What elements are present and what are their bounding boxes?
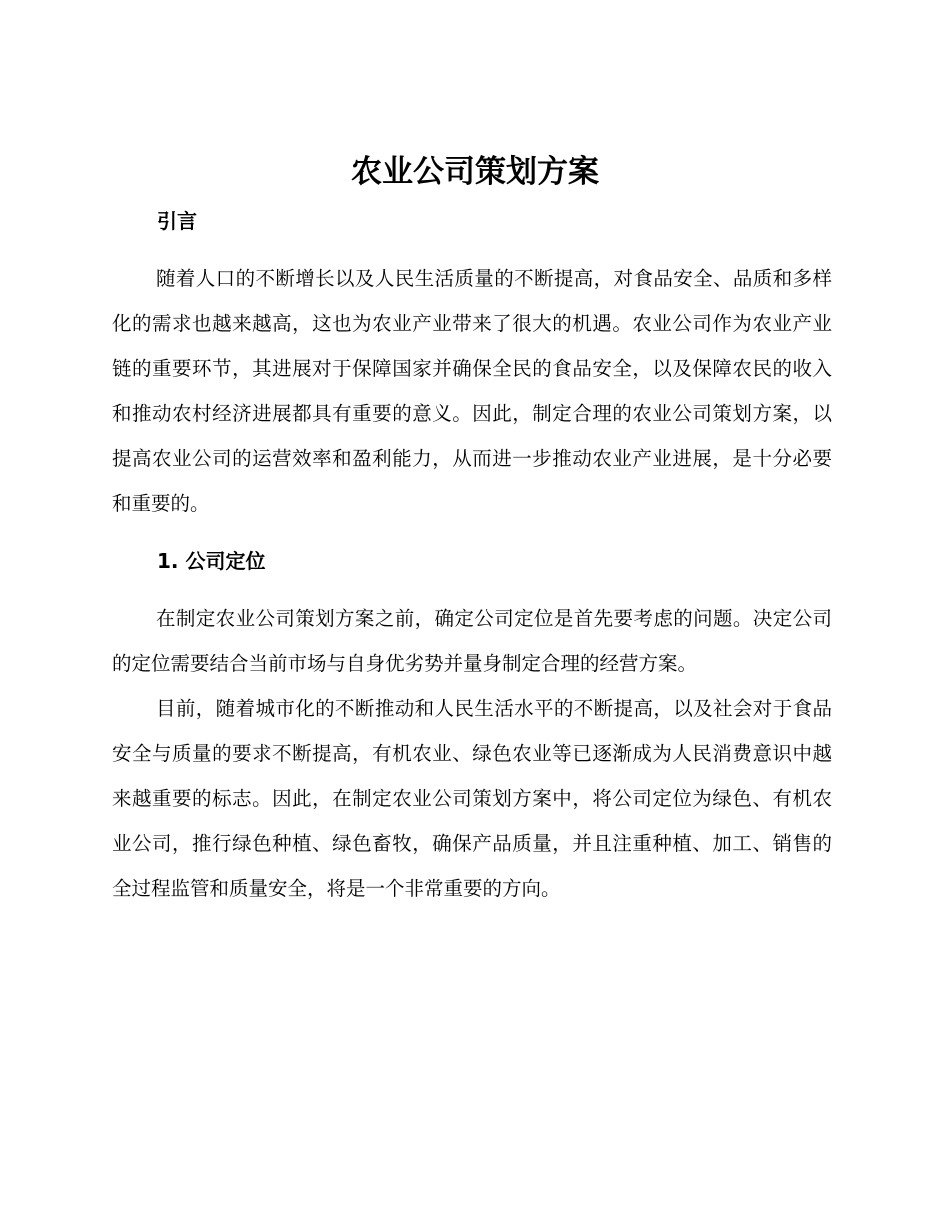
section-heading-intro: 引言 [157, 209, 197, 233]
document-title: 农业公司策划方案 [351, 154, 599, 190]
section-heading-company-positioning: 1. 公司定位 [157, 549, 266, 573]
positioning-paragraph-1: 在制定农业公司策划方案之前，确定公司定位是首先要考虑的问题。决定公司的定位需要结合当前市场与自身优劣势并量身制定合理的经营方案。 [112, 607, 832, 675]
positioning-paragraph-2: 目前，随着城市化的不断推动和人民生活水平的不断提高，以及社会对于食品安全与质量的要求不断提高，有机农业、绿色农业等已逐渐成为人民消费意识中越来越重要的标志。因此，在制定农业公司策划方案中，将公司定位为绿色、有机农业公司，推行绿色种植、绿色畜牧，确保产品质量，并且注重种植、加工、销售的全过程监管和质量安全，将是一个非常重要的方向。 [112, 697, 832, 900]
intro-paragraph: 随着人口的不断增长以及人民生活质量的不断提高，对食品安全、品质和多样化的需求也越来越高，这也为农业产业带来了很大的机遇。农业公司作为农业产业链的重要环节，其进展对于保障国家并确保全民的食品安全，以及保障农民的收入和推动农村经济进展都具有重要的意义。因此，制定合理的农业公司策划方案，以提高农业公司的运营效率和盈利能力，从而进一步推动农业产业进展，是十分必要和重要的。 [112, 267, 832, 515]
